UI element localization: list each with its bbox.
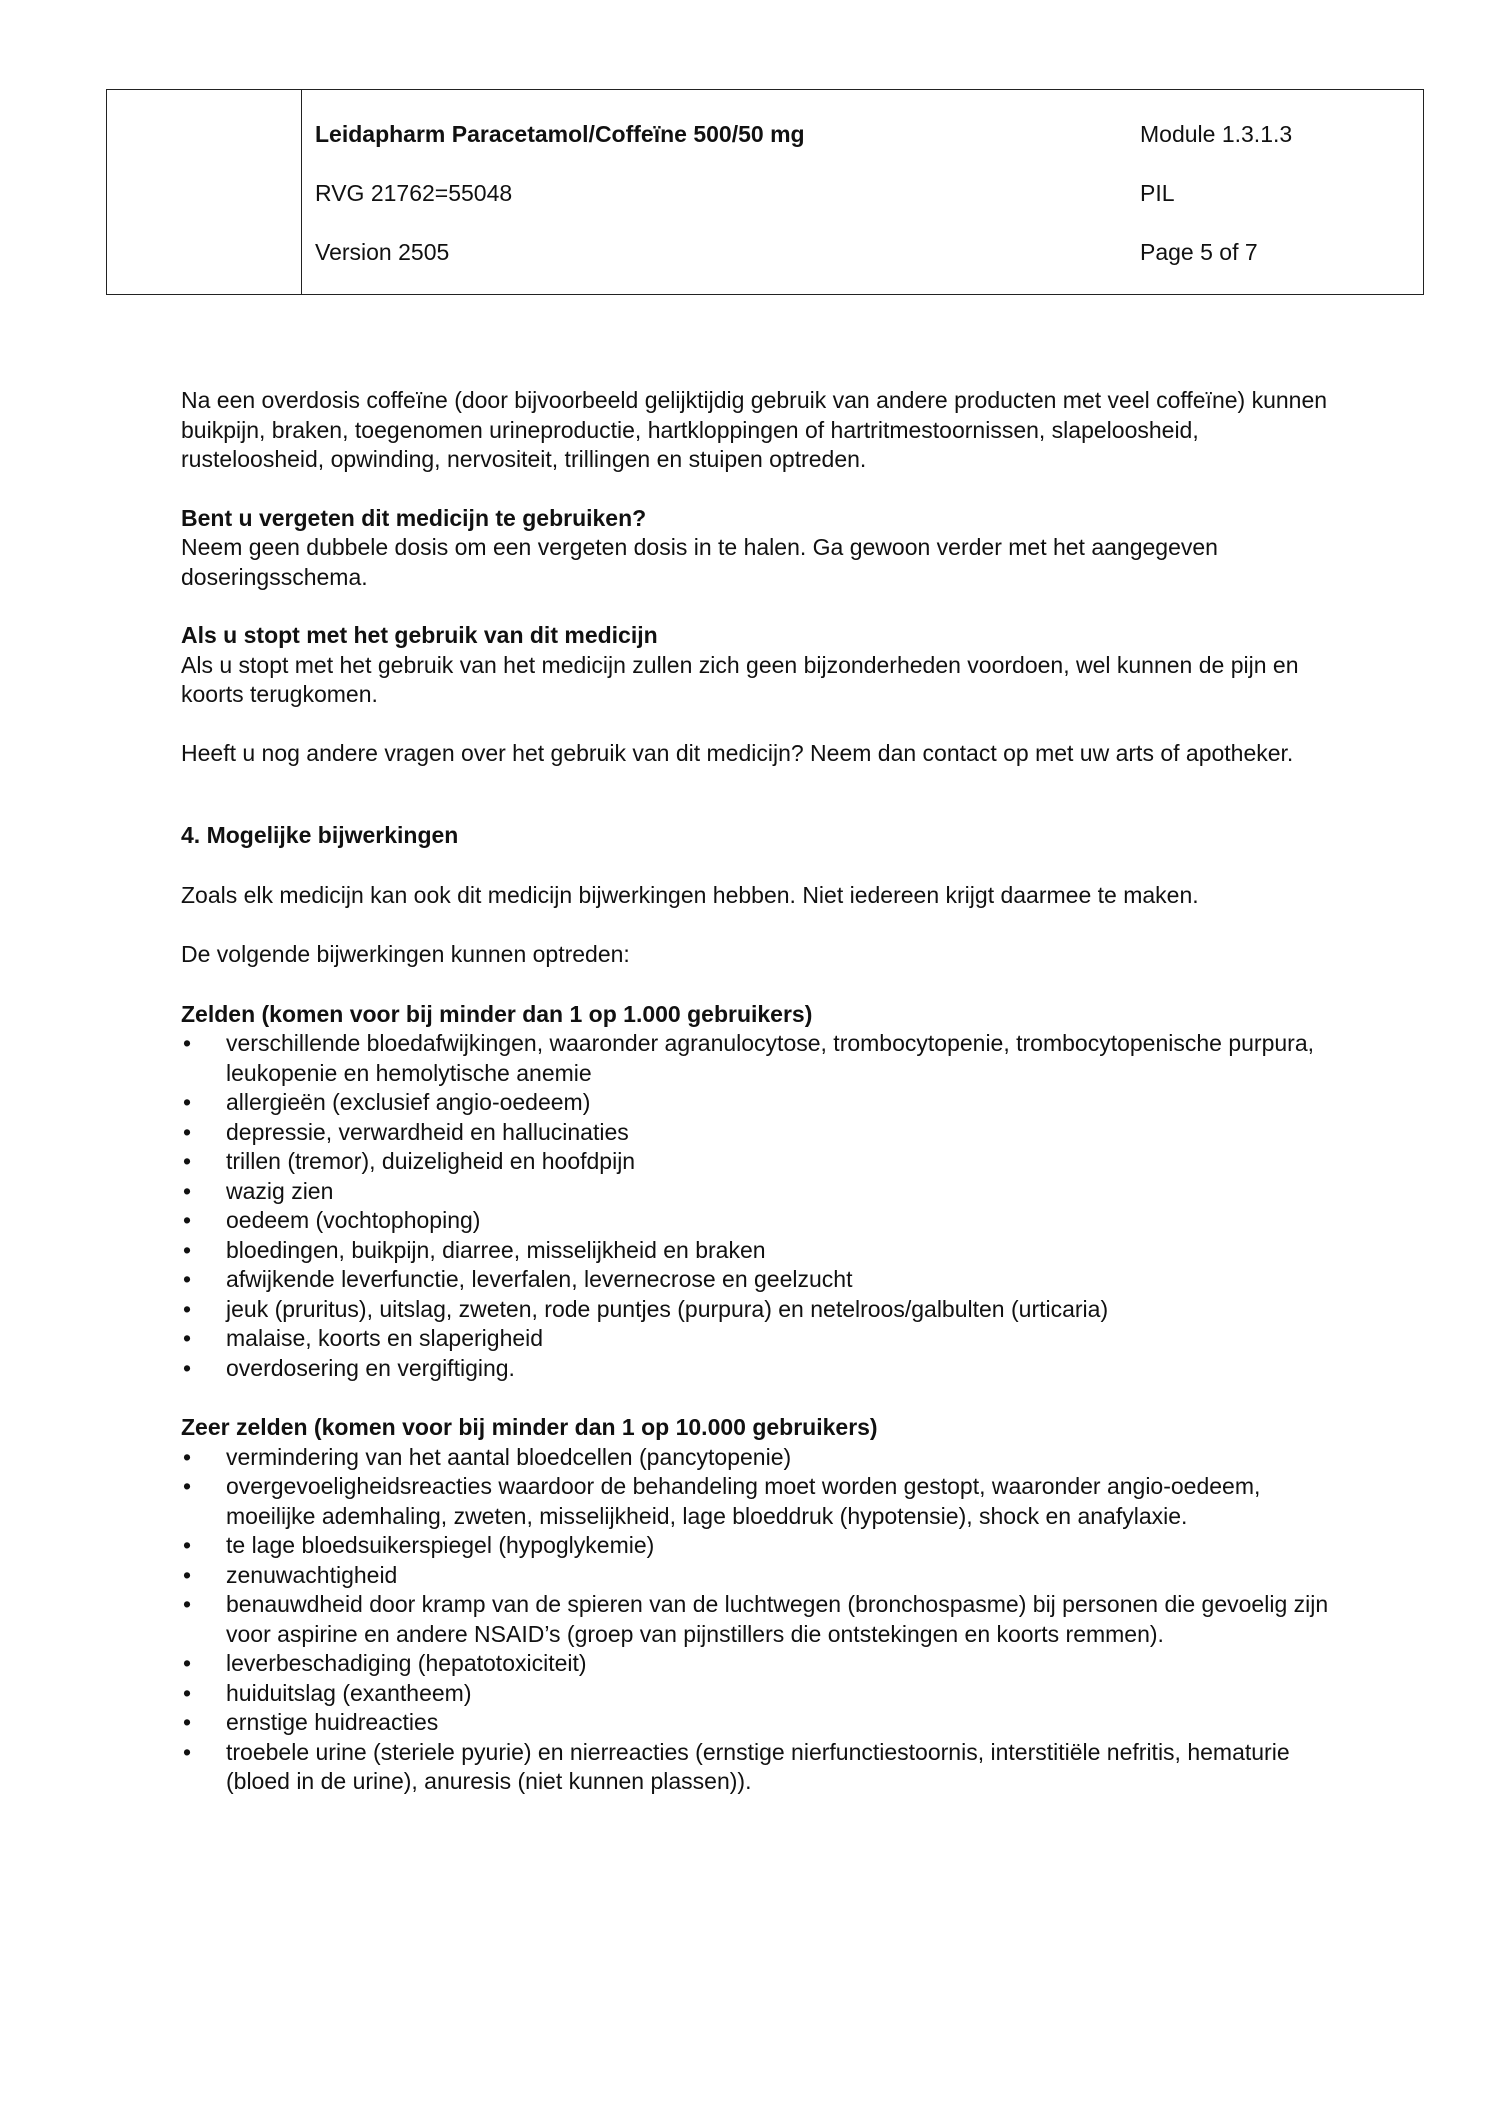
forgot-paragraph: Neem geen dubbele dosis om een vergeten dosis in te halen. Ga gewoon verder met het aangegeven doseringsschema. xyxy=(181,534,1218,590)
list-item: • benauwdheid door kramp van de spieren van de luchtwegen (bronchospasme) bij personen die gevoelig zijn voor aspirine en andere NSAID’s (groep van pijnstillers die ontstekingen en koorts remmen). xyxy=(181,1590,1341,1649)
document-type: PIL xyxy=(1140,180,1175,206)
list-item: • oedeem (vochtophoping) xyxy=(181,1206,1341,1236)
document-body xyxy=(181,386,1341,1797)
stop-paragraph: Als u stopt met het gebruik van het medicijn zullen zich geen bijzonderheden voordoen, wel kunnen de pijn en koorts terugkomen. xyxy=(181,651,1299,707)
list-item: • depressie, verwardheid en hallucinaties xyxy=(181,1118,1341,1148)
stop-heading: Als u stopt met het gebruik van dit medicijn xyxy=(181,622,658,648)
rvg-number: RVG 21762=55048 xyxy=(315,180,513,206)
product-title: Leidapharm Paracetamol/Coffeïne 500/50 mg xyxy=(315,121,805,147)
list-item: • huiduitslag (exantheem) xyxy=(181,1679,1341,1709)
list-item: • te lage bloedsuikerspiegel (hypoglykemie) xyxy=(181,1531,1341,1561)
version-label: Version 2505 xyxy=(315,239,450,265)
list-item: • zenuwachtigheid xyxy=(181,1561,1341,1591)
list-item: • ernstige huidreacties xyxy=(181,1708,1341,1738)
list-item: • troebele urine (steriele pyurie) en nierreacties (ernstige nierfunctiestoornis, interstitiële nefritis, hematurie (bloed in de urine), anuresis (niet kunnen plassen)). xyxy=(181,1738,1341,1797)
section-4-intro: Zoals elk medicijn kan ook dit medicijn bijwerkingen hebben. Niet iedereen krijgt daarmee te maken. xyxy=(181,881,1199,908)
list-item: • allergieën (exclusief angio-oedeem) xyxy=(181,1088,1341,1118)
list-item: • bloedingen, buikpijn, diarree, misselijkheid en braken xyxy=(181,1236,1341,1266)
list-item: • verschillende bloedafwijkingen, waaronder agranulocytose, trombocytopenie, trombocytopenische purpura, leukopenie en hemolytische anemie xyxy=(181,1029,1341,1088)
rare-heading: Zelden (komen voor bij minder dan 1 op 1.000 gebruikers) xyxy=(181,1000,813,1027)
questions-paragraph: Heeft u nog andere vragen over het gebruik van dit medicijn? Neem dan contact op met uw arts of apotheker. xyxy=(181,739,1294,766)
list-item: • overgevoeligheidsreacties waardoor de behandeling moet worden gestopt, waaronder angio-oedeem, moeilijke ademhaling, zweten, misselijkheid, lage bloeddruk (hypotensie), shock en anafylaxie. xyxy=(181,1472,1341,1531)
module-label: Module 1.3.1.3 xyxy=(1140,121,1293,147)
list-item: • wazig zien xyxy=(181,1177,1341,1207)
section-4-heading: 4. Mogelijke bijwerkingen xyxy=(181,822,459,848)
overdose-caffeine-paragraph: Na een overdosis coffeïne (door bijvoorbeeld gelijktijdig gebruik van andere producten met veel coffeïne) kunnen buikpijn, braken, toegenomen urineproductie, hartkloppingen of hartritmestoornissen, slapeloosheid, rusteloosheid, opwinding, nervositeit, trillingen en stuipen optreden. xyxy=(181,387,1328,472)
list-item: • trillen (tremor), duizeligheid en hoofdpijn xyxy=(181,1147,1341,1177)
list-item: • jeuk (pruritus), uitslag, zweten, rode puntjes (purpura) en netelroos/galbulten (urticaria) xyxy=(181,1295,1341,1325)
forgot-heading: Bent u vergeten dit medicijn te gebruiken? xyxy=(181,504,647,531)
very-rare-heading: Zeer zelden (komen voor bij minder dan 1 op 10.000 gebruikers) xyxy=(181,1414,878,1440)
list-item: • leverbeschadiging (hepatotoxiciteit) xyxy=(181,1649,1341,1679)
page-number: Page 5 of 7 xyxy=(1140,239,1258,265)
list-item: • overdosering en vergiftiging. xyxy=(181,1354,1341,1384)
list-item: • malaise, koorts en slaperigheid xyxy=(181,1324,1341,1354)
rare-side-effects-list xyxy=(181,1029,1341,1383)
list-item: • vermindering van het aantal bloedcellen (pancytopenie) xyxy=(181,1443,1341,1473)
section-4-lead: De volgende bijwerkingen kunnen optreden: xyxy=(181,941,630,967)
very-rare-side-effects-list xyxy=(181,1443,1341,1797)
header-divider xyxy=(301,90,302,294)
list-item: • afwijkende leverfunctie, leverfalen, levernecrose en geelzucht xyxy=(181,1265,1341,1295)
document-header xyxy=(106,89,1424,295)
